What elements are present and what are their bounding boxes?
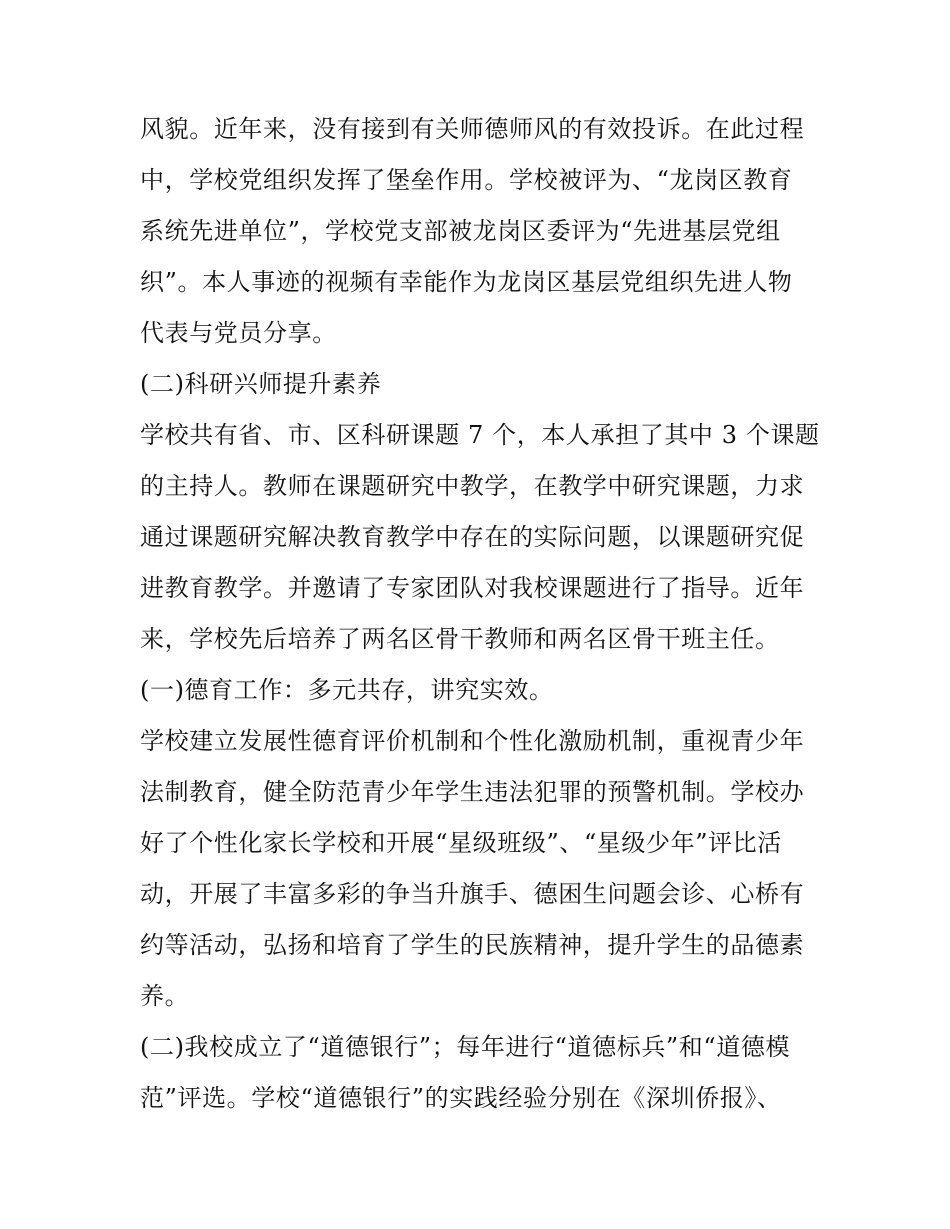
text-line: 的主持人。教师在课题研究中教学，在教学中研究课题，力求 [140,472,805,500]
text-line: 织”。本人事迹的视频有幸能作为龙岗区基层党组织先进人物 [140,268,793,296]
text-line: 学校共有省、市、区科研课题 7 个，本人承担了其中 3 个课题 [140,421,820,449]
text-line: 通过课题研究解决教育教学中存在的实际问题，以课题研究促 [140,523,805,551]
text-line: 范”评选。学校“道德银行”的实践经验分别在《深圳侨报》、 [140,1084,782,1112]
text-line: 约等活动，弘扬和培育了学生的民族精神，提升学生的品德素 [140,931,805,959]
text-line: 代表与党员分享。 [140,319,337,347]
text-line: 动，开展了丰富多彩的争当升旗手、德困生问题会诊、心桥有 [140,880,805,908]
text-line: 风貌。近年来，没有接到有关师德师风的有效投诉。在此过程 [140,115,805,143]
text-line: 进教育教学。并邀请了专家团队对我校课题进行了指导。近年 [140,574,805,602]
text-line: 系统先进单位”，学校党支部被龙岗区委评为“先进基层党组 [140,217,781,245]
text-line: 养。 [140,982,190,1010]
text-line: 中，学校党组织发挥了堡垒作用。学校被评为、“龙岗区教育 [140,166,793,194]
text-line: (二)我校成立了“道德银行”；每年进行“道德标兵”和“道德模 [140,1033,791,1061]
text-line: 法制教育，健全防范青少年学生违法犯罪的预警机制。学校办 [140,778,805,806]
text-line: 好了个性化家长学校和开展“星级班级”、“星级少年”评比活 [140,829,782,857]
section-heading: (一)德育工作：多元共存，讲究实效。 [140,676,554,704]
text-line: 学校建立发展性德育评价机制和个性化激励机制，重视青少年 [140,727,805,755]
section-heading: (二)科研兴师提升素养 [140,370,382,398]
body-text [140,104,830,1124]
text-line: 来，学校先后培养了两名区骨干教师和两名区骨干班主任。 [140,625,780,653]
